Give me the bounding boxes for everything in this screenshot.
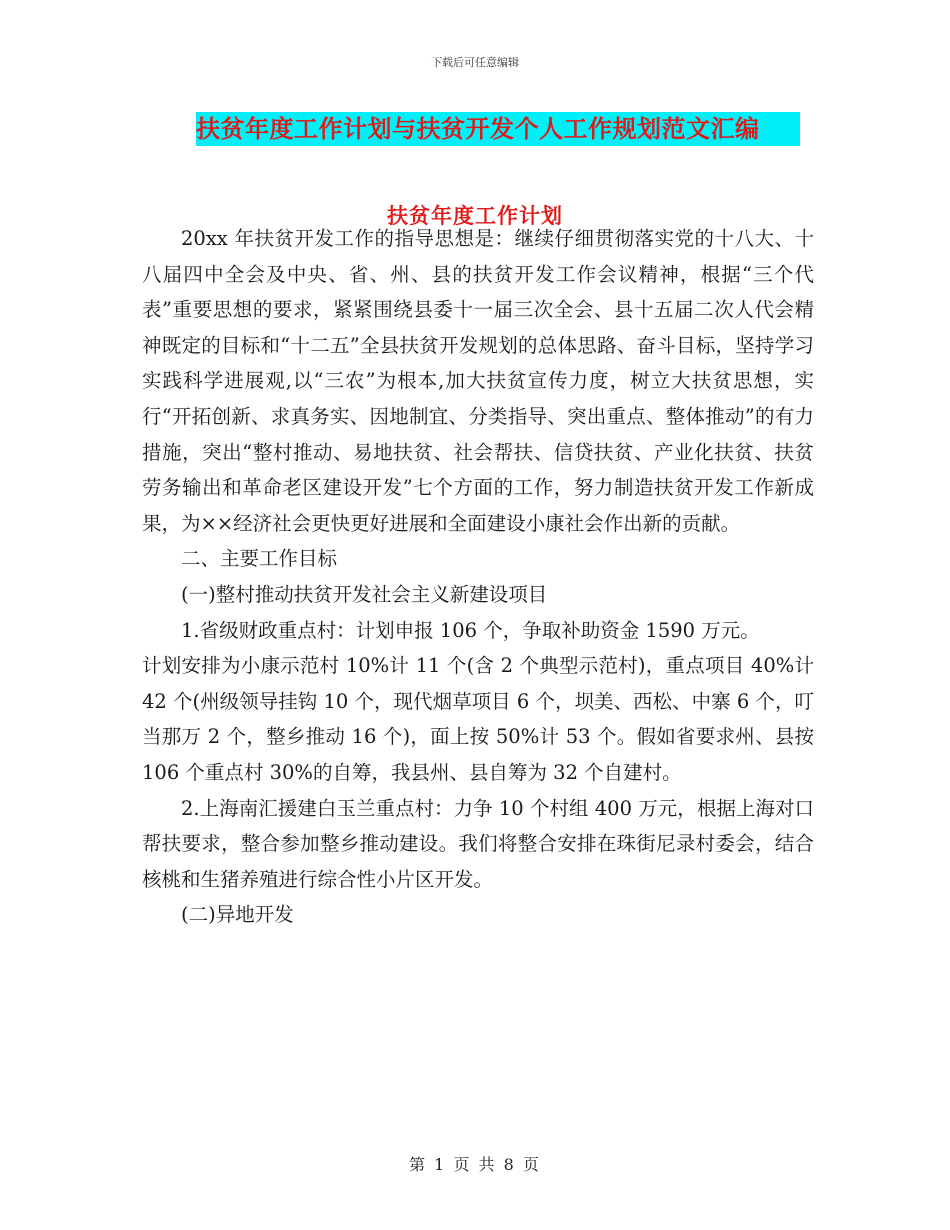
paragraph-shanghai-aid: 2.上海南汇援建白玉兰重点村：力争 10 个村组 400 万元，根据上海对口帮扶要求，整合参加整乡推动建设。我们将整合安排在珠街尼录村委会，结合核桃和生猪养殖进行综合性小片区开发。 xyxy=(142,796,814,891)
paragraph-guiding-ideology: 20xx 年扶贫开发工作的指导思想是：继续仔细贯彻落实党的十八大、十八届四中全会及中央、省、州、县的扶贫开发工作会议精神，根据“三个代表”重要思想的要求，紧紧围绕县委十一届三次全会、县十五届二次人代会精神既定的目标和“十二五”全县扶贫开发规划的总体思路、奋斗目标，坚持学习实践科学进展观,以“三农”为根本,加大扶贫宣传力度，树立大扶贫思想，实行“开拓创新、求真务实、因地制宜、分类指导、突出重点、整体推动”的有力措施，突出“整村推动、易地扶贫、社会帮扶、信贷扶贫、产业化扶贫、扶贫劳务输出和革命老区建设开发”七个方面的工作，努力制造扶贫开发工作新成果，为××经济社会更快更好进展和全面建设小康社会作出新的贡献。 xyxy=(142,227,814,535)
header-note: 下载后可任意编辑 xyxy=(431,56,519,69)
section-title: 扶贫年度工作计划 xyxy=(387,203,563,228)
document-title: 扶贫年度工作计划与扶贫开发个人工作规划范文汇编 xyxy=(196,112,800,146)
paragraph-provincial-villages: 1.省级财政重点村：计划申报 106 个，争取补助资金 1590 万元。 xyxy=(181,618,760,642)
heading-relocation: (二)异地开发 xyxy=(181,903,294,927)
paragraph-plan-arrangement: 计划安排为小康示范村 10%计 11 个(含 2 个典型示范村)，重点项目 40%计 42 个(州级领导挂钩 10 个，现代烟草项目 6 个，坝美、西松、中寨 6 个，叮当那万 2 个，整乡推动 16 个)，面上按 50%计 53 个。假如省要求州、县按 106 个重点村 30%的自筹，我县州、县自筹为 32 个自建村。 xyxy=(142,654,814,784)
heading-main-goals: 二、主要工作目标 xyxy=(181,547,338,571)
page-number: 第 1 页 共 8 页 xyxy=(409,1155,541,1174)
document-body xyxy=(142,221,814,933)
heading-village-project: (一)整村推动扶贫开发社会主义新建设项目 xyxy=(181,582,548,606)
